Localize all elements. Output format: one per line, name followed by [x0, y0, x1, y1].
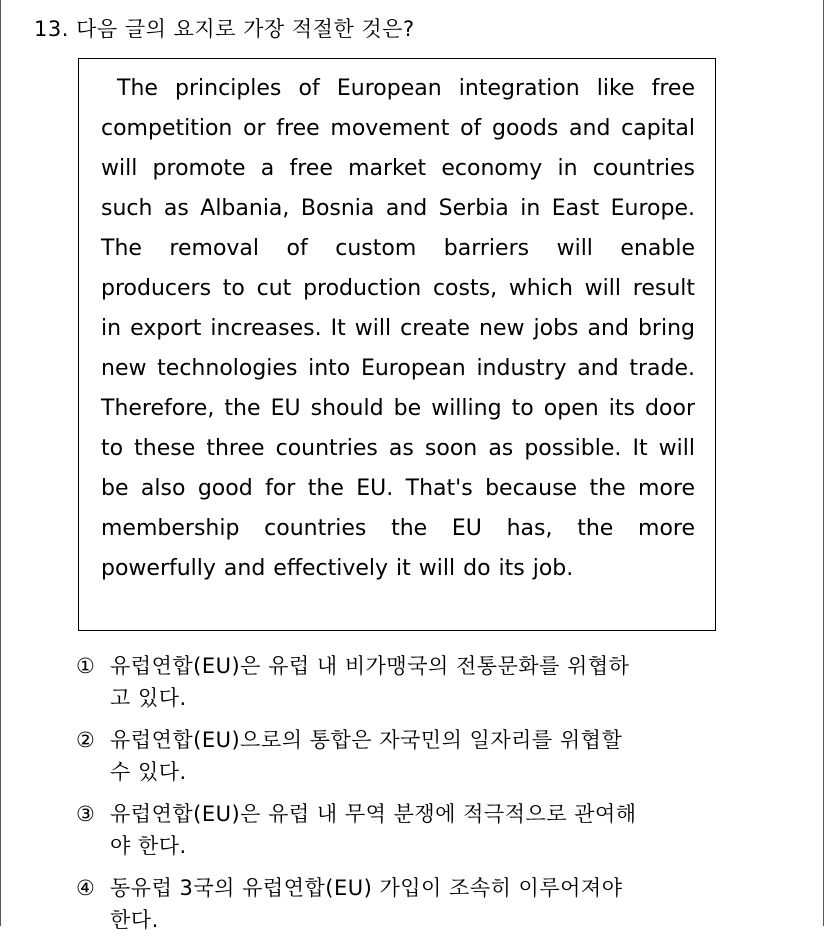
choice-number: ④	[76, 876, 96, 900]
choice-text: 유럽연합(EU)은 유럽 내 비가맹국의 전통문화를 위협하 고 있다.	[110, 654, 630, 710]
choice-3[interactable]	[76, 798, 776, 862]
choice-number: ①	[76, 654, 96, 678]
question-number: 13.	[34, 17, 69, 41]
choice-4[interactable]	[76, 872, 776, 936]
choice-number: ②	[76, 728, 96, 752]
question-prompt: 다음 글의 요지로 가장 적절한 것은?	[76, 17, 415, 41]
choice-number: ③	[76, 802, 96, 826]
choice-text: 동유럽 3국의 유럽연합(EU) 가입이 조속히 이루어져야 한다.	[110, 876, 623, 932]
passage-box	[78, 58, 716, 631]
answer-choices	[76, 650, 776, 946]
question-title	[34, 14, 415, 44]
choice-text: 유럽연합(EU)은 유럽 내 무역 분쟁에 적극적으로 관여해 야 한다.	[110, 802, 637, 858]
passage-text: The principles of European integration like free competition or free movement of goods and capital will promote a free market economy in countries such as Albania, Bosnia and Serbia in East Europe. The removal of custom barriers will enable producers to cut production costs, which will result in export increases. It will create new jobs and bring new technologies into European industry and trade. Therefore, the EU should be willing to open its door to these three countries as soon as possible. It will be also good for the EU. That's because the more membership countries the EU has, the more powerfully and effectively it will do its job.	[101, 76, 695, 581]
choice-text: 유럽연합(EU)으로의 통합은 자국민의 일자리를 위협할 수 있다.	[110, 728, 623, 784]
choice-1[interactable]	[76, 650, 776, 714]
choice-2[interactable]	[76, 724, 776, 788]
